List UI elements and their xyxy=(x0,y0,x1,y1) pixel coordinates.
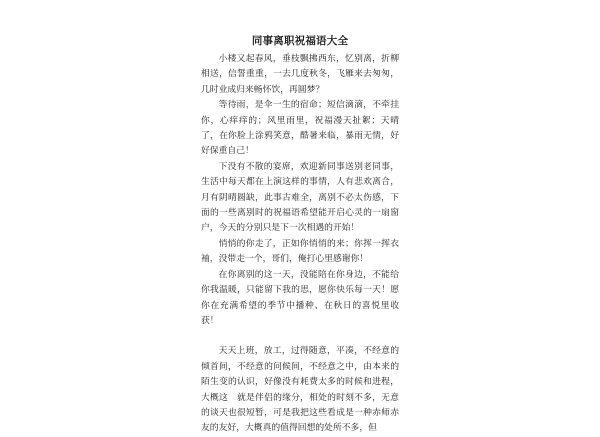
paragraph: 小楼又起春风，垂枝飘拂西东，忆别离，折柳相送，信誓重重，一去几度秋冬，飞雁来去匆匆，几时业成归来畅怀饮，再圆梦？ xyxy=(201,54,399,95)
paragraph: 在你离别的这一天，没能陪在你身边，不能给你我温暖，只能留下我的思，愿你快乐每一天！愿你在充满希望的季节中播种、在秋日的喜悦里收获！ xyxy=(201,269,399,326)
paragraph: 天天上班，放工，过得随意，平凑，不经意的倾首间，不经意的问候间，不经意之中，由本来的陌生变的认识，好像没有耗费太多的时候和进程，大概这 就是伴侣的缘分，相处的时刻不多，无意的谈天也很短暂，可是我把这些看成是一种赤师赤友的友好，大概真的值得回想的处所不多，但 xyxy=(201,346,399,434)
document-title: 同事离职祝福语大全 xyxy=(251,35,349,47)
paragraph: 等待雨，是伞一生的宿命；短信滴滴，不牵挂你，心痒痒的；风里雨里，祝福漫天扯絮；天晴了，在你脸上涂鸦笑意，酷暑来临，暴雨无情，好好保重自己！ xyxy=(201,100,399,157)
document-body xyxy=(201,34,399,437)
paragraph-gap xyxy=(201,329,399,344)
paragraph: 下没有不散的宴席，欢迎新同事送别老同事，生活中每天都在上演这样的事情，人有悲欢离合，月有阴晴圆缺，此事古难全，离别不必太伤感，下面的一些离别时的祝福语希望能开启心灵的一扇窗户，今天的分别只是下一次相遇的开始！ xyxy=(201,161,399,234)
paragraph: 悄悄的你走了，正如你悄悄的来；你挥一挥衣袖，没带走一个，哥们，俺打心里感谢你！ xyxy=(201,238,399,265)
